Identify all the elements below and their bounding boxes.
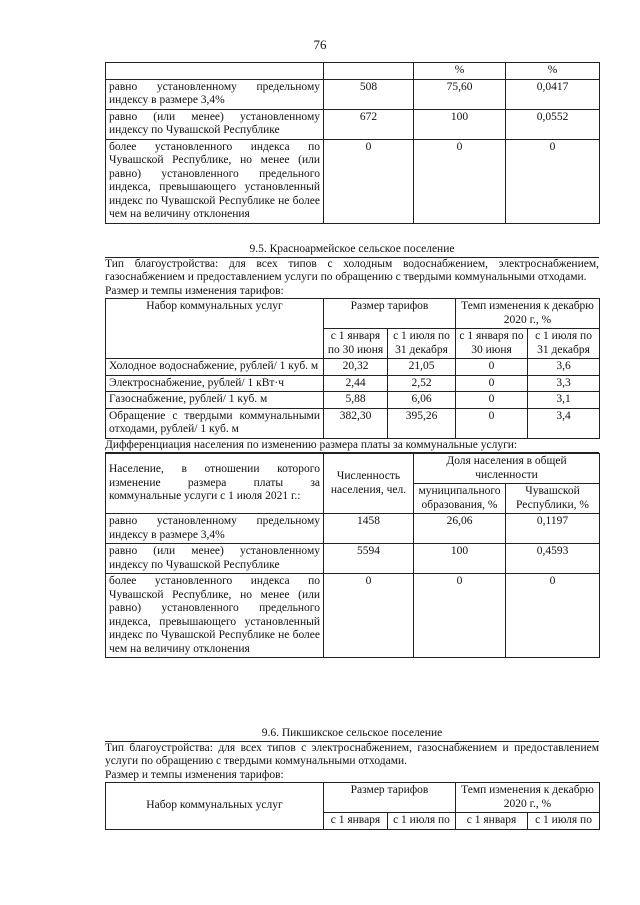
section-title: 9.5. Красноармейское сельское поселение — [105, 243, 599, 258]
table-row — [106, 544, 600, 574]
rate-jan: 0 — [456, 408, 528, 438]
sub-header: с 1 января — [456, 813, 528, 830]
chuvash-pct-cell: 0 — [506, 574, 600, 658]
table-row — [106, 299, 600, 329]
table-row — [106, 783, 600, 813]
table-row — [106, 574, 600, 658]
municipal-pct-cell: 100 — [414, 544, 506, 574]
col-size-header: Размер тарифов — [324, 783, 456, 813]
sub-header: с 1 июля по 31 декабря — [388, 329, 456, 359]
row-label: более установленного индекса по Чувашской Республике, но менее (или равно) установленного предельного индекса, превышающего установленный индекс по Чувашской Республике не более чем на величину отклонения — [106, 574, 324, 658]
top-population-table — [105, 62, 599, 224]
rate-jul: 3,6 — [528, 359, 600, 376]
sub-header: с 1 января по 30 июня — [456, 329, 528, 359]
col-chuvash-header: Чувашской Республики, % — [506, 484, 600, 514]
section-9-6 — [105, 727, 599, 830]
municipal-pct-cell: 26,06 — [414, 514, 506, 544]
table-row — [106, 109, 600, 139]
col-rate-header: Темп изменения к декабрю 2020 г., % — [456, 783, 600, 813]
table-row — [106, 454, 600, 484]
sub-header: с 1 января по 30 июня — [324, 329, 388, 359]
table-row — [106, 79, 600, 109]
sub-header: с 1 июля по — [388, 813, 456, 830]
tariff-jul: 6,06 — [388, 392, 456, 409]
municipal-pct-cell: 75,60 — [414, 79, 506, 109]
sub-header: с 1 июля по — [528, 813, 600, 830]
rate-jan: 0 — [456, 392, 528, 409]
sub-header: с 1 января — [324, 813, 388, 830]
tariff-jul: 21,05 — [388, 359, 456, 376]
service-label: Холодное водоснабжение, рублей/ 1 куб. м — [106, 359, 324, 376]
rates-intro: Размер и темпы изменения тарифов: — [105, 768, 284, 781]
row-label: равно (или менее) установленному индексу по Чувашской Республике — [106, 544, 324, 574]
tariff-jul: 2,52 — [388, 375, 456, 392]
table-row — [106, 408, 600, 438]
col-population-header: Население, в отношении которого изменение размера платы за коммунальные услуги с 1 июля 2021 г.: — [106, 454, 324, 514]
tariff-jul: 395,26 — [388, 408, 456, 438]
header-unit: % — [506, 63, 600, 80]
chuvash-pct-cell: 0,0417 — [506, 79, 600, 109]
table-row — [106, 514, 600, 544]
service-label: Электроснабжение, рублей/ 1 кВт·ч — [106, 375, 324, 392]
col-size-header: Размер тарифов — [324, 299, 456, 329]
sub-header: с 1 июля по 31 декабря — [528, 329, 600, 359]
population-cell: 0 — [324, 139, 414, 223]
section-title: 9.6. Пикшикское сельское поселение — [105, 727, 599, 742]
improvement-type: Тип благоустройства: для всех типов с холодным водоснабжением, электроснабжением, газоснабжением и предоставлением услуги по обращению с твердыми коммунальными отходами. — [105, 257, 599, 283]
rate-jul: 3,4 — [528, 408, 600, 438]
population-cell: 672 — [324, 109, 414, 139]
municipal-pct-cell: 0 — [414, 574, 506, 658]
col-services-header: Набор коммунальных услуг — [106, 299, 324, 359]
rates-intro: Размер и темпы изменения тарифов: — [105, 284, 284, 297]
table-row — [106, 375, 600, 392]
population-cell: 508 — [324, 79, 414, 109]
service-label: Обращение с твердыми коммунальными отходами, рублей/ 1 куб. м — [106, 408, 324, 438]
tariff-jan: 5,88 — [324, 392, 388, 409]
col-share-header: Доля населения в общей численности — [414, 454, 600, 484]
row-label: равно установленному предельному индексу в размере 3,4% — [106, 514, 324, 544]
row-label: более установленного индекса по Чувашской Республике, но менее (или равно) установленного предельного индекса, превышающего установленный индекс по Чувашской Республике не более чем на величину отклонения — [106, 139, 324, 223]
population-diff-table — [105, 453, 600, 658]
rate-jul: 3,3 — [528, 375, 600, 392]
row-label: равно установленному предельному индексу в размере 3,4% — [106, 79, 324, 109]
header-unit: % — [414, 63, 506, 80]
col-municipal-header: муниципального образования, % — [414, 484, 506, 514]
tariff-jan: 2,44 — [324, 375, 388, 392]
col-rate-header: Темп изменения к декабрю 2020 г., % — [456, 299, 600, 329]
population-cell: 1458 — [324, 514, 414, 544]
col-services-header: Набор коммунальных услуг — [106, 783, 324, 830]
service-label: Газоснабжение, рублей/ 1 куб. м — [106, 392, 324, 409]
population-cell: 0 — [324, 574, 414, 658]
row-label: равно (или менее) установленному индексу по Чувашской Республике — [106, 109, 324, 139]
rate-jan: 0 — [456, 359, 528, 376]
population-cell: 5594 — [324, 544, 414, 574]
table-row — [106, 63, 600, 80]
page-number: 76 — [313, 37, 327, 52]
chuvash-pct-cell: 0,1197 — [506, 514, 600, 544]
rate-jan: 0 — [456, 375, 528, 392]
municipal-pct-cell: 100 — [414, 109, 506, 139]
table-row — [106, 139, 600, 223]
tariff-jan: 20,32 — [324, 359, 388, 376]
municipal-pct-cell: 0 — [414, 139, 506, 223]
rate-jul: 3,1 — [528, 392, 600, 409]
tariff-table — [105, 298, 600, 439]
chuvash-pct-cell: 0,4593 — [506, 544, 600, 574]
col-count-header: Численность населения, чел. — [324, 454, 414, 514]
tariff-jan: 382,30 — [324, 408, 388, 438]
table-row — [106, 359, 600, 376]
table-row — [106, 392, 600, 409]
section-9-5 — [105, 243, 599, 658]
tariff-table — [105, 782, 600, 830]
chuvash-pct-cell: 0,0552 — [506, 109, 600, 139]
chuvash-pct-cell: 0 — [506, 139, 600, 223]
improvement-type: Тип благоустройства: для всех типов с электроснабжением, газоснабжением и предоставлением услуги по обращению с твердыми коммунальными отходами. — [105, 741, 599, 767]
diff-intro: Дифференциация населения по изменению размера платы за коммунальные услуги: — [105, 439, 599, 454]
